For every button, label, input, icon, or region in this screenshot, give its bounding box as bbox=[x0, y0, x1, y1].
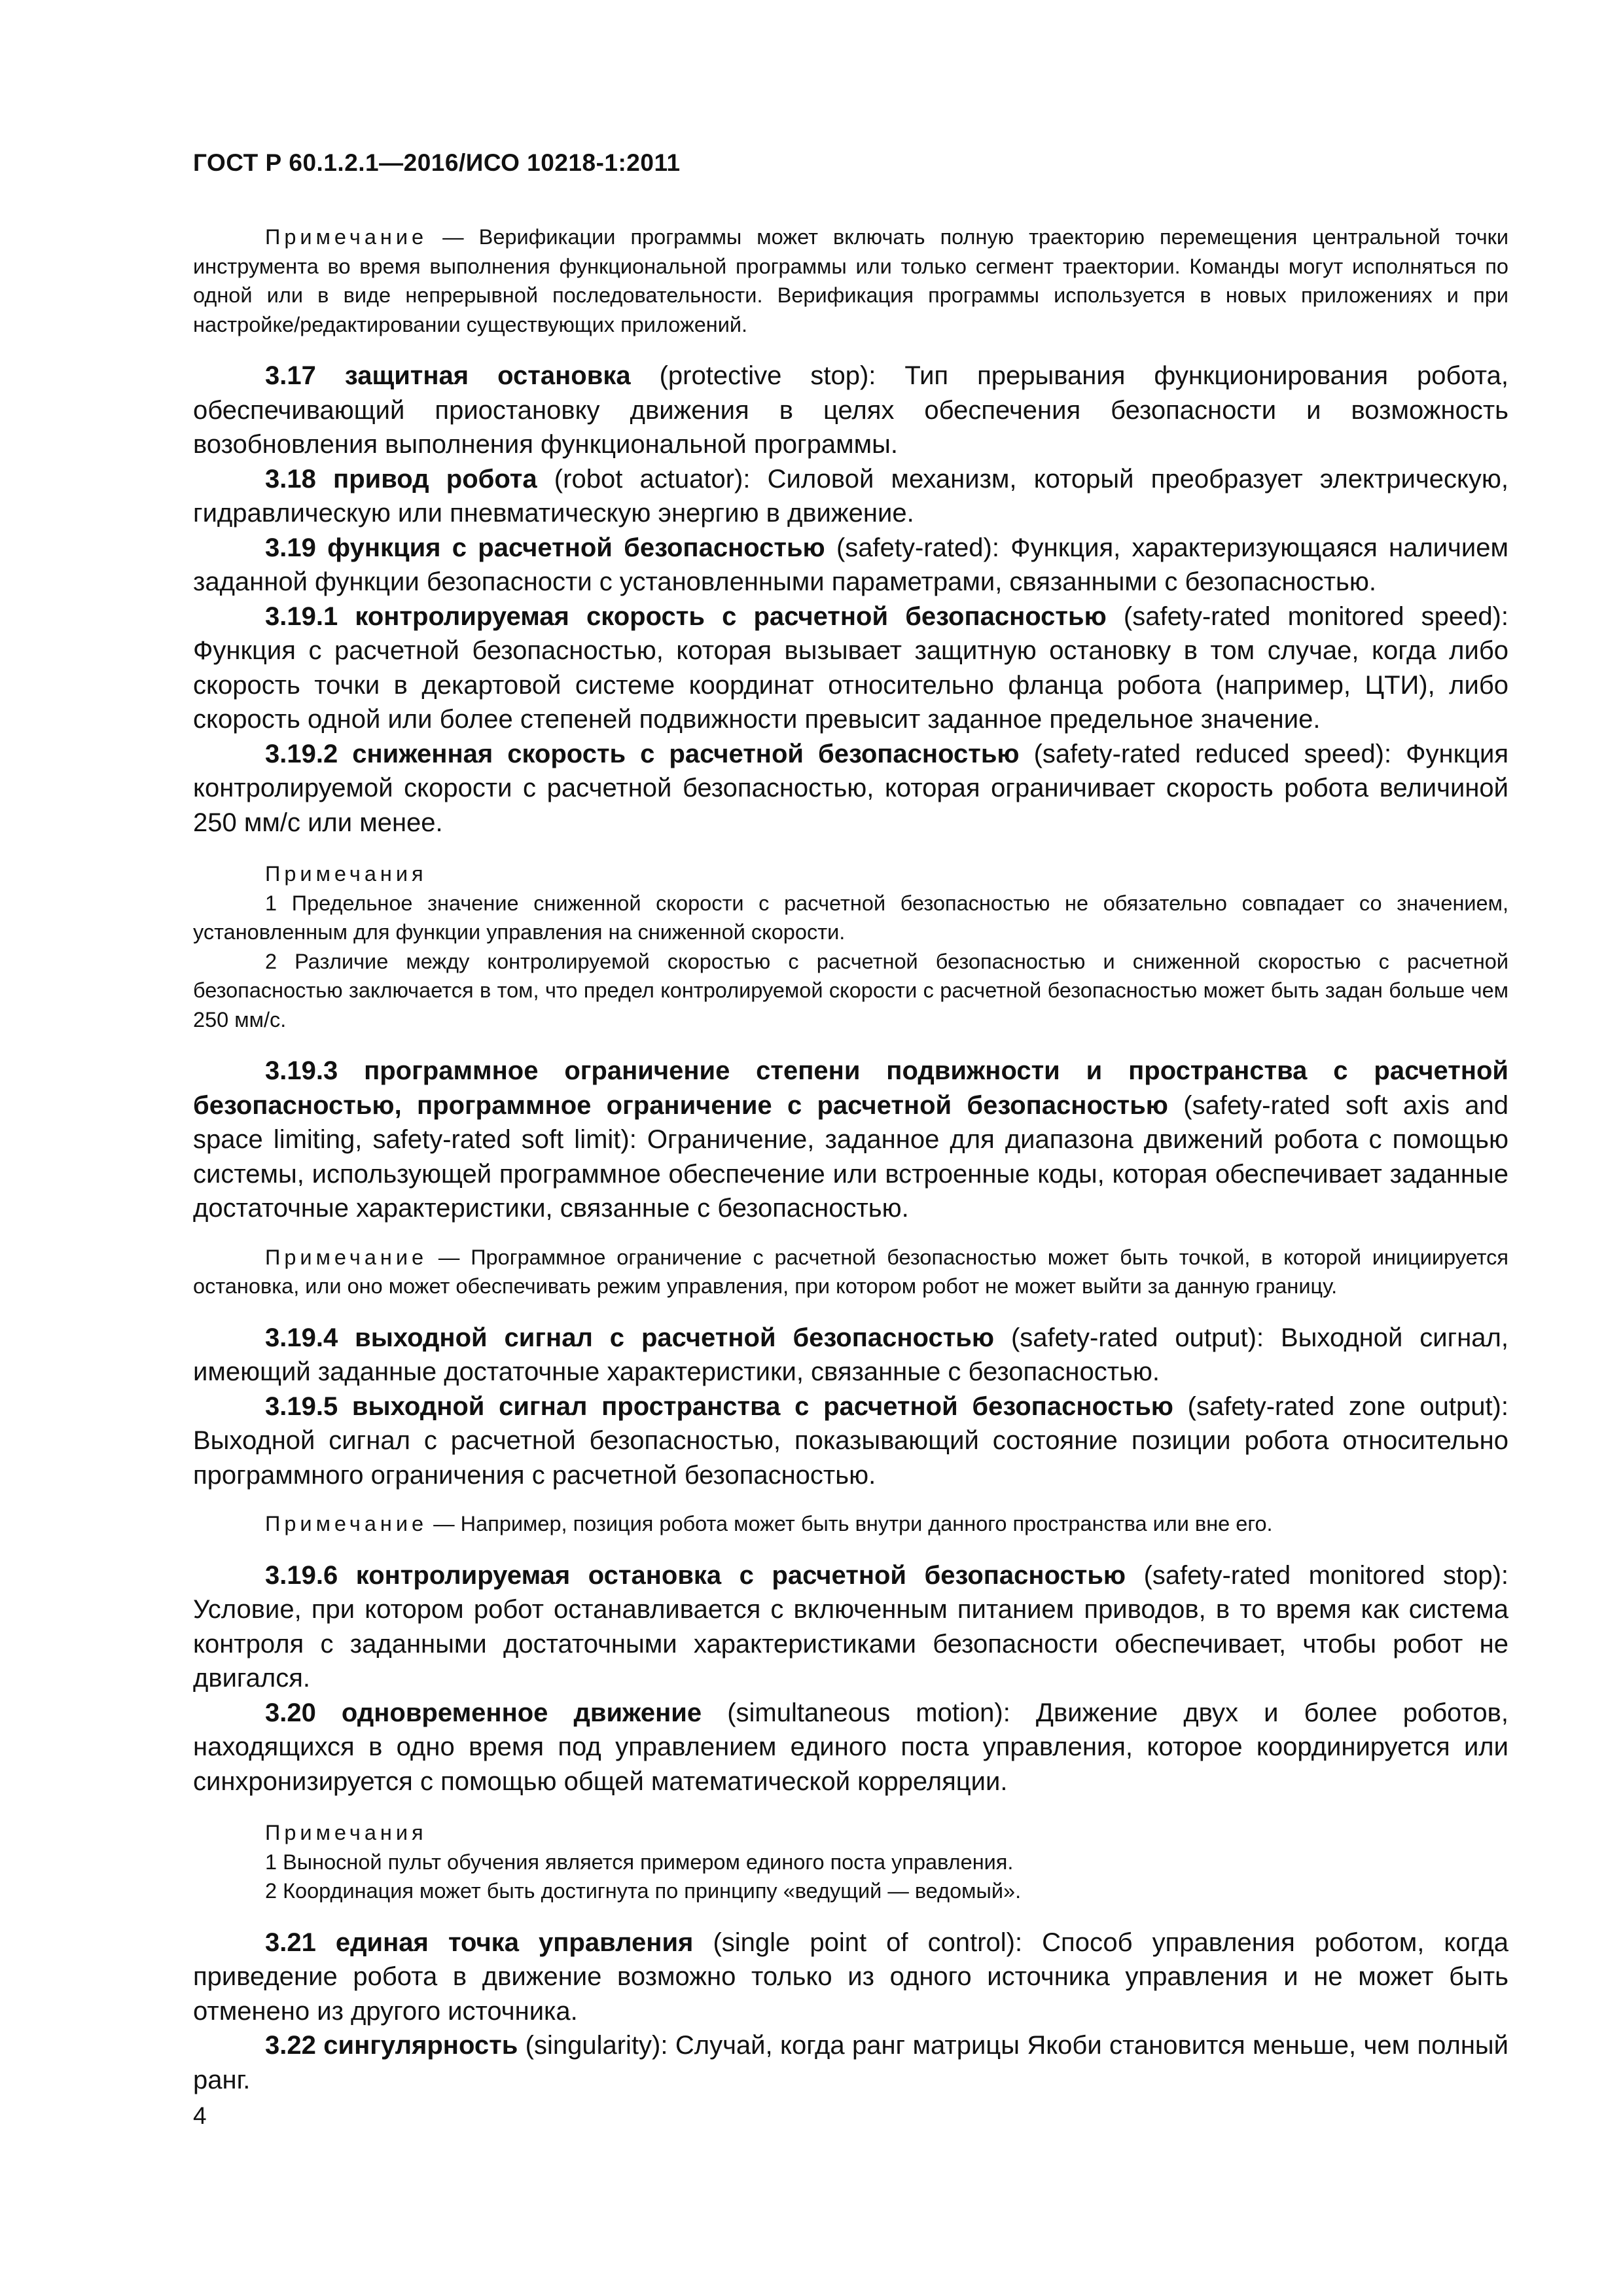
term-heading: 3.19.6 контролируемая остановка с расчетной безопасностью bbox=[265, 1560, 1126, 1590]
term-3-22 bbox=[193, 2028, 1508, 2097]
term-3-19-4 bbox=[193, 1321, 1508, 1390]
term-heading: 3.19 функция с расчетной безопасностью bbox=[265, 533, 825, 562]
note-item: 2 Координация может быть достигнута по принципу «ведущий — ведомый». bbox=[265, 1879, 1022, 1903]
term-heading: 3.19.5 выходной сигнал пространства с расчетной безопасностью bbox=[265, 1391, 1173, 1421]
note-soft-limit bbox=[193, 1243, 1508, 1301]
document-header: ГОСТ Р 60.1.2.1—2016/ИСО 10218-1:2011 bbox=[193, 149, 681, 176]
note-item: 1 Выносной пульт обучения является примером единого поста управления. bbox=[265, 1850, 1014, 1874]
term-3-17 bbox=[193, 359, 1508, 462]
term-heading: 3.19.1 контролируемая скорость с расчетной безопасностью bbox=[265, 601, 1107, 631]
term-3-19-6 bbox=[193, 1558, 1508, 1696]
term-heading: 3.21 единая точка управления bbox=[265, 1928, 694, 1957]
term-3-20 bbox=[193, 1696, 1508, 1799]
term-definition: (singularity): Случай, когда ранг матрицы Якоби становится меньше, чем полный ранг. bbox=[193, 2031, 1509, 2094]
term-heading: 3.19.3 программное ограничение степени подвижности и пространства с расчетной безопасностью, программное ограничение с расчетной безопасностью bbox=[193, 1056, 1508, 1120]
note-text: — Например, позиция робота может быть внутри данного пространства или вне его. bbox=[427, 1512, 1273, 1535]
term-heading: 3.17 защитная остановка bbox=[265, 361, 631, 390]
term-definition: (safety-rated monitored speed): Функция с расчетной безопасностью, которая вызывает защитную остановку в том случае, когда либо скорость точки в декартовой системе координат относительно фланца робота (например, ЦТИ), либо скорость одной или более степеней подвижности превысит заданное предельное значение. bbox=[193, 601, 1508, 734]
term-definition: (safety-rated output): Выходной сигнал, имеющий заданные достаточные характеристики, связанные с безопасностью. bbox=[193, 1323, 1509, 1386]
note-zone bbox=[193, 1509, 1508, 1539]
term-heading: 3.18 привод робота bbox=[265, 464, 537, 493]
note-label: Примечание bbox=[265, 225, 428, 249]
notes-title: Примечания bbox=[265, 862, 427, 886]
term-3-19-2 bbox=[193, 737, 1508, 840]
term-definition: (robot actuator): Силовой механизм, который преобразует электрическую, гидравлическую или пневматическую энергию в движение. bbox=[193, 464, 1509, 528]
term-heading: 3.19.4 выходной сигнал с расчетной безопасностью bbox=[265, 1323, 995, 1352]
term-3-19-1 bbox=[193, 600, 1508, 737]
term-definition: (protective stop): Тип прерывания функционирования робота, обеспечивающий приостановку движения в целях обеспечения безопасности и возможность возобновления выполнения функциональной программы. bbox=[193, 361, 1509, 459]
term-definition: (single point of control): Способ управления роботом, когда приведение робота в движение возможно только из одного источника управления и не может быть отменено из другого источника. bbox=[193, 1928, 1508, 2026]
note-item: 2 Различие между контролируемой скоростью с расчетной безопасностью и сниженной скоростью с расчетной безопасностью заключается в том, что предел контролируемой скорости с расчетной безопасностью может быть задан больше чем 250 мм/с. bbox=[193, 949, 1508, 1031]
note-program-verification bbox=[193, 223, 1508, 339]
term-3-18 bbox=[193, 462, 1508, 531]
note-label: Примечание bbox=[265, 1512, 428, 1535]
term-definition: (simultaneous motion): Движение двух и более роботов, находящихся в одно время под управлением единого поста управления, которое координируется или синхронизируется с помощью общей математической корреляции. bbox=[193, 1698, 1508, 1796]
term-definition: (safety-rated): Функция, характеризующаяся наличием заданной функции безопасности с установленными параметрами, связанными с безопасностью. bbox=[193, 533, 1508, 596]
page-body bbox=[193, 223, 1508, 2097]
note-item: 1 Предельное значение сниженной скорости с расчетной безопасностью не обязательно совпадает со значением, установленным для функции управления на сниженной скорости. bbox=[193, 891, 1508, 944]
term-definition: (safety-rated zone output): Выходной сигнал с расчетной безопасностью, показывающий состояние позиции робота относительно программного ограничения с расчетной безопасностью. bbox=[193, 1391, 1508, 1490]
term-3-21 bbox=[193, 1926, 1508, 2029]
note-label: Примечание bbox=[265, 1245, 428, 1269]
term-definition: (safety-rated soft axis and space limiting, safety-rated soft limit): Ограничение, заданное для диапазона движений робота с помощью системы, использующей программное обеспечение или встроенные коды, которая обеспечивает заданные достаточные характеристики, связанные с безопасностью. bbox=[193, 1090, 1509, 1223]
page-number: 4 bbox=[193, 2102, 207, 2129]
term-definition: (safety-rated reduced speed): Функция контролируемой скорости с расчетной безопасностью, которая ограничивает скорость робота величиной 250 мм/с или менее. bbox=[193, 739, 1509, 837]
term-3-19 bbox=[193, 531, 1508, 600]
note-text: — Верификации программы может включать полную траекторию перемещения центральной точки инструмента во время выполнения функциональной программы или только сегмент траектории. Команды могут исполняться по одной или в виде непрерывной последовательности. Верификация программы используется в новых приложениях и при настройке/редактировании существующих приложений. bbox=[193, 225, 1508, 336]
term-heading: 3.22 сингулярность bbox=[265, 2031, 518, 2060]
term-3-19-3 bbox=[193, 1054, 1508, 1226]
term-definition: (safety-rated monitored stop): Условие, при котором робот останавливается с включенным питанием приводов, в то время как система контроля с заданными достаточными характеристиками безопасности обеспечивает, чтобы робот не двигался. bbox=[193, 1560, 1508, 1693]
notes-title: Примечания bbox=[265, 1821, 427, 1844]
term-heading: 3.20 одновременное движение bbox=[265, 1698, 702, 1727]
note-text: — Программное ограничение с расчетной безопасностью может быть точкой, в которой инициируется остановка, или оно может обеспечивать режим управления, при котором робот не может выйти за данную границу. bbox=[193, 1245, 1508, 1298]
term-3-19-5 bbox=[193, 1390, 1508, 1493]
term-heading: 3.19.2 сниженная скорость с расчетной безопасностью bbox=[265, 739, 1020, 768]
